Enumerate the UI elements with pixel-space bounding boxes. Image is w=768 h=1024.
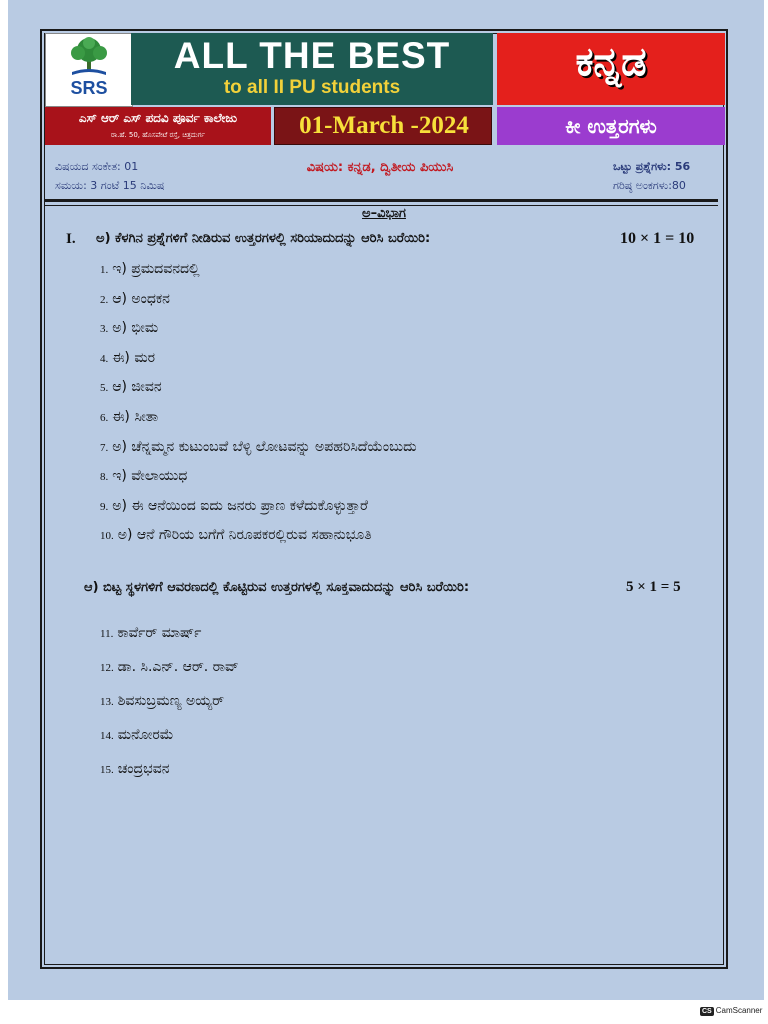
answer-number: 7. <box>100 441 109 454</box>
answer-number: 9. <box>100 500 109 513</box>
divider-thick <box>44 199 718 202</box>
answer-number: 2. <box>100 293 109 306</box>
banner-title: ALL THE BEST <box>173 35 451 76</box>
answer-item <box>100 761 170 777</box>
answer-text: ಶಿವಸುಬ್ರಮಣ್ಯ ಅಯ್ಯರ್ <box>117 693 225 709</box>
answer-number: 14. <box>100 730 114 742</box>
answer-item <box>100 439 417 455</box>
marks-a: 10 × 1 = 10 <box>620 230 695 247</box>
answer-text: ಇ) ಪ್ರಮದವನದಲ್ಲಿ <box>112 261 200 277</box>
key-answers-box <box>497 107 725 145</box>
answer-text: ಡಾ. ಸಿ.ಎನ್. ಆರ್. ರಾವ್ <box>117 659 239 675</box>
answer-item <box>100 291 170 307</box>
logo-text: SRS <box>70 78 108 98</box>
answer-text: ಅ) ಈ ಆನೆಯಿಂದ ಐದು ಜನರು ಪ್ರಾಣ ಕಳೆದುಕೊಳ್ಳುತ್ತಾರೆ <box>112 497 368 514</box>
answer-item <box>100 527 372 543</box>
answer-number: 5. <box>100 382 109 395</box>
answer-text: ಆ) ಜೀವನ <box>112 379 162 396</box>
all-the-best-banner <box>131 33 493 105</box>
answer-number: 6. <box>100 412 109 424</box>
answer-number: 1. <box>100 264 109 276</box>
answer-number: 12. <box>100 662 114 674</box>
answer-text: ಇ) ವೇಲಾಯುಧ <box>112 468 188 485</box>
subject-banner-title: ಕನ್ನಡ <box>575 39 647 85</box>
college-logo <box>45 33 133 107</box>
answer-text: ಚಂದ್ರಭವನ <box>117 761 170 777</box>
answer-text: ಆ) ಅಂಧಕನ <box>112 290 170 307</box>
answer-text: ಅ) ಚೆನ್ನಮ್ಮನ ಕುಟುಂಬವೆ ಬೆಳ್ಳಿ ಲೋಟವನ್ನು ಅಪಹರಿಸಿದೆಯೆಂಬುದು <box>112 438 417 455</box>
answer-item <box>100 727 174 743</box>
key-answers-label: ಕೀ ಉತ್ತರಗಳು <box>565 114 657 138</box>
answer-text: ಈ) ಮರ <box>112 349 156 366</box>
instruction-b: ಆ) ಬಿಟ್ಟ ಸ್ಥಳಗಳಿಗೆ ಆವರಣದಲ್ಲಿ ಕೊಟ್ಟಿರುವ ಉತ್ತರಗಳಲ್ಲಿ ಸೂಕ್ತವಾದುದನ್ನು ಆರಿಸಿ ಬರೆಯಿರಿ: <box>84 580 470 595</box>
answer-number: 4. <box>100 352 109 365</box>
exam-date: 01-March -2024 <box>299 112 469 139</box>
section-title: ಅ–ವಿಭಾಗ <box>362 206 406 221</box>
camscanner-watermark <box>700 1006 762 1016</box>
question-number-roman: I. <box>66 231 76 247</box>
answer-number: 8. <box>100 471 109 484</box>
answer-item <box>100 625 201 641</box>
answer-number: 15. <box>100 764 114 776</box>
answer-text: ಈ) ಸೀತಾ <box>112 409 159 425</box>
subject-code: ವಿಷಯದ ಸಂಕೇತ: 01 <box>55 160 139 173</box>
answer-number: 3. <box>100 323 109 336</box>
answer-item <box>100 320 158 336</box>
answer-item <box>100 659 239 675</box>
total-questions: ಒಟ್ಟು ಪ್ರಶ್ನೆಗಳು: 56 <box>613 160 691 173</box>
max-marks: ಗರಿಷ್ಠ ಅಂಕಗಳು:80 <box>613 179 686 192</box>
answer-text: ಕಾರ್ವೆರ್ ಮಾರ್ಷ್ <box>117 625 202 641</box>
answer-item <box>100 498 368 514</box>
answer-number: 10. <box>100 530 114 543</box>
answer-text: ಅ) ಆನೆ ಗೌರಿಯ ಬಗೆಗೆ ನಿರೂಪಕರಲ್ಲಿರುವ ಸಹಾನುಭೂತಿ <box>117 527 372 544</box>
answer-item <box>100 261 200 277</box>
answer-item <box>100 693 224 709</box>
tree-logo-icon <box>58 36 120 76</box>
answer-item <box>100 468 187 484</box>
subject-title: ವಿಷಯ: ಕನ್ನಡ, ದ್ವಿತೀಯ ಪಿಯುಸಿ <box>306 160 454 175</box>
banner-subtitle: to all II PU students <box>223 77 401 98</box>
answer-item <box>100 409 158 425</box>
answer-number: 11. <box>100 628 114 640</box>
instruction-a: ಅ) ಕೆಳಗಿನ ಪ್ರಶ್ನೆಗಳಿಗೆ ನೀಡಿರುವ ಉತ್ತರಗಳಲ್ಲಿ ಸರಿಯಾದುದನ್ನು ಆರಿಸಿ ಬರೆಯಿರಿ: <box>96 231 431 246</box>
answer-item <box>100 350 155 366</box>
exam-date-box <box>274 107 492 145</box>
answer-text: ಮನೋರಮೆ <box>117 727 174 743</box>
answer-number: 13. <box>100 696 114 708</box>
exam-time: ಸಮಯ: 3 ಗಂಟೆ 15 ನಿಮಿಷ <box>55 179 165 192</box>
camscanner-label: CamScanner <box>715 1006 763 1015</box>
answer-item <box>100 379 162 395</box>
answer-text: ಅ) ಭೀಮ <box>112 320 159 337</box>
college-name: ಎಸ್ ಆರ್ ಎಸ್ ಪದವಿ ಪೂರ್ವ ಕಾಲೇಜು <box>78 111 238 125</box>
marks-b: 5 × 1 = 5 <box>626 579 681 595</box>
college-address: ರಾ.ಹೆ. 50, ಹೊಸಪೇಟೆ ರಸ್ತೆ, ಚಿತ್ರದುರ್ಗ <box>110 131 206 139</box>
college-name-box <box>45 107 271 145</box>
camscanner-badge: CS <box>702 1008 712 1015</box>
subject-banner <box>497 33 725 105</box>
